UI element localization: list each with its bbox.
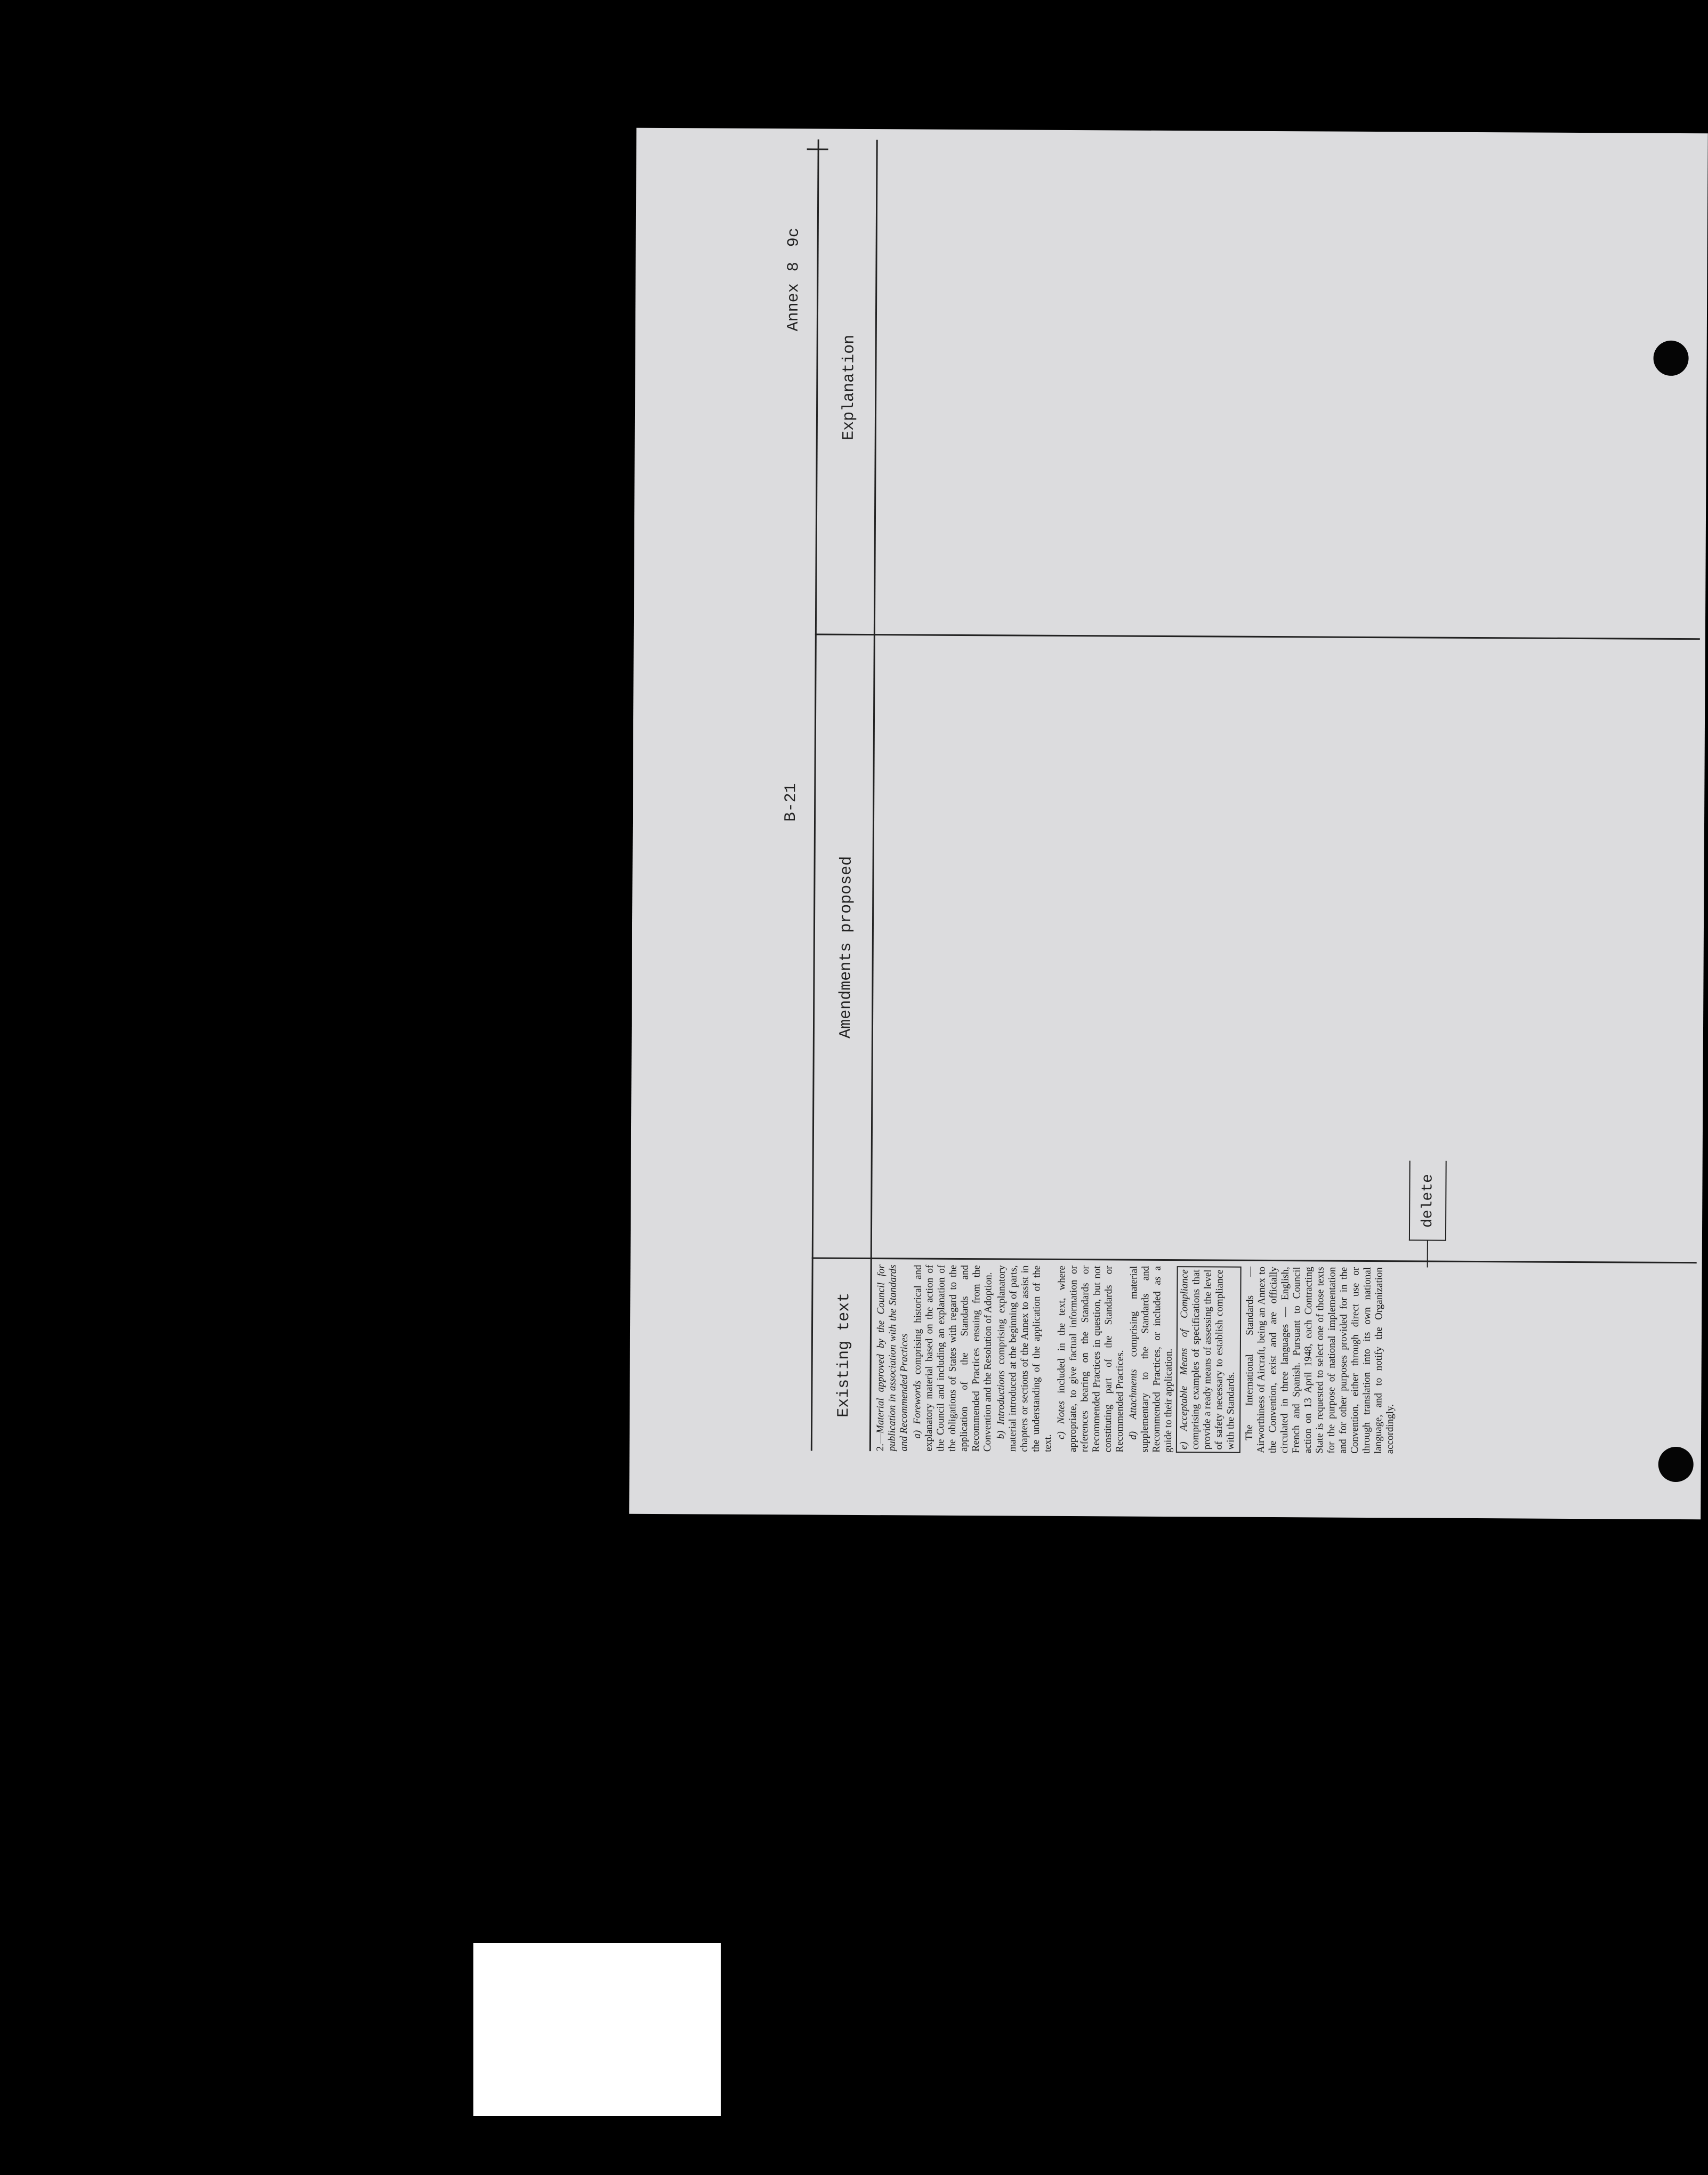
page-reference: B-21 (782, 783, 801, 822)
film-leader-tab (473, 1943, 721, 2116)
material-heading: 2.—Material approved by the Council for publication in association with the Standards and Recommended Practices (874, 1264, 910, 1452)
punch-hole-left (1658, 1447, 1694, 1482)
para-international-standards: The International Standards — Airworthiness of Aircraft, being an Annex to the Convention, exist and are officially circulated in three languages — English, French and Spanish. Pursuant to Council action on 13 April 1948, each Contracting State is requested to select one of those texts for the purpose of national implementation and for other purposes provided for in the Convention, either through direct use or through translation into its own national language, and to notify the Organization accordingly. (1243, 1266, 1396, 1454)
para-notes: c) Notes included in the text, where appropriate, to give factual information or references bearing on the Standards or Recommended Practices in question, but not constituting part of the Standards or Recommended Practices. (1055, 1265, 1126, 1453)
annex-label (785, 228, 803, 331)
header-rule (869, 140, 878, 1451)
microfilm-page (629, 128, 1708, 1519)
annex-header-tick (807, 148, 828, 150)
para-attachments: d) Attachments comprising material supplementary to the Standards and Recommended Practices, or included as a guide to their application. (1127, 1266, 1174, 1453)
column-divider-2 (815, 634, 1700, 640)
boxed-acceptable-means: e) Acceptable Means of Compliance comprising examples of specifications that provide a ready means of assessing the level of safety necessary to establish compliance with the Standards. (1176, 1266, 1242, 1453)
annex-code: 9c (785, 228, 803, 247)
column-heading-existing: Existing text (835, 1292, 854, 1417)
existing-text-block (875, 1264, 1399, 1454)
top-rule (811, 140, 819, 1451)
delete-note: delete (1419, 1174, 1437, 1228)
column-divider-1 (812, 1258, 1697, 1264)
punch-hole-right (1653, 341, 1688, 376)
para-introductions: b) Introductions comprising explanatory material introduced at the beginning of parts, chapters or sections of the Annex to assist in the understanding of the application of the text. (995, 1265, 1053, 1452)
column-heading-explanation: Explanation (840, 334, 859, 440)
delete-leader-line (1427, 1241, 1428, 1268)
column-heading-amendments: Amendments proposed (836, 856, 856, 1038)
para-forewords: a) Forewords comprising historical and explanatory material based on the action of the Council and including an explanation of the obligations of States with regard to the application of the Standards and Recommended Practices ensuing from the Convention and the Resolution of Adoption. (911, 1264, 994, 1452)
annex-name: Annex 8 (784, 262, 803, 332)
